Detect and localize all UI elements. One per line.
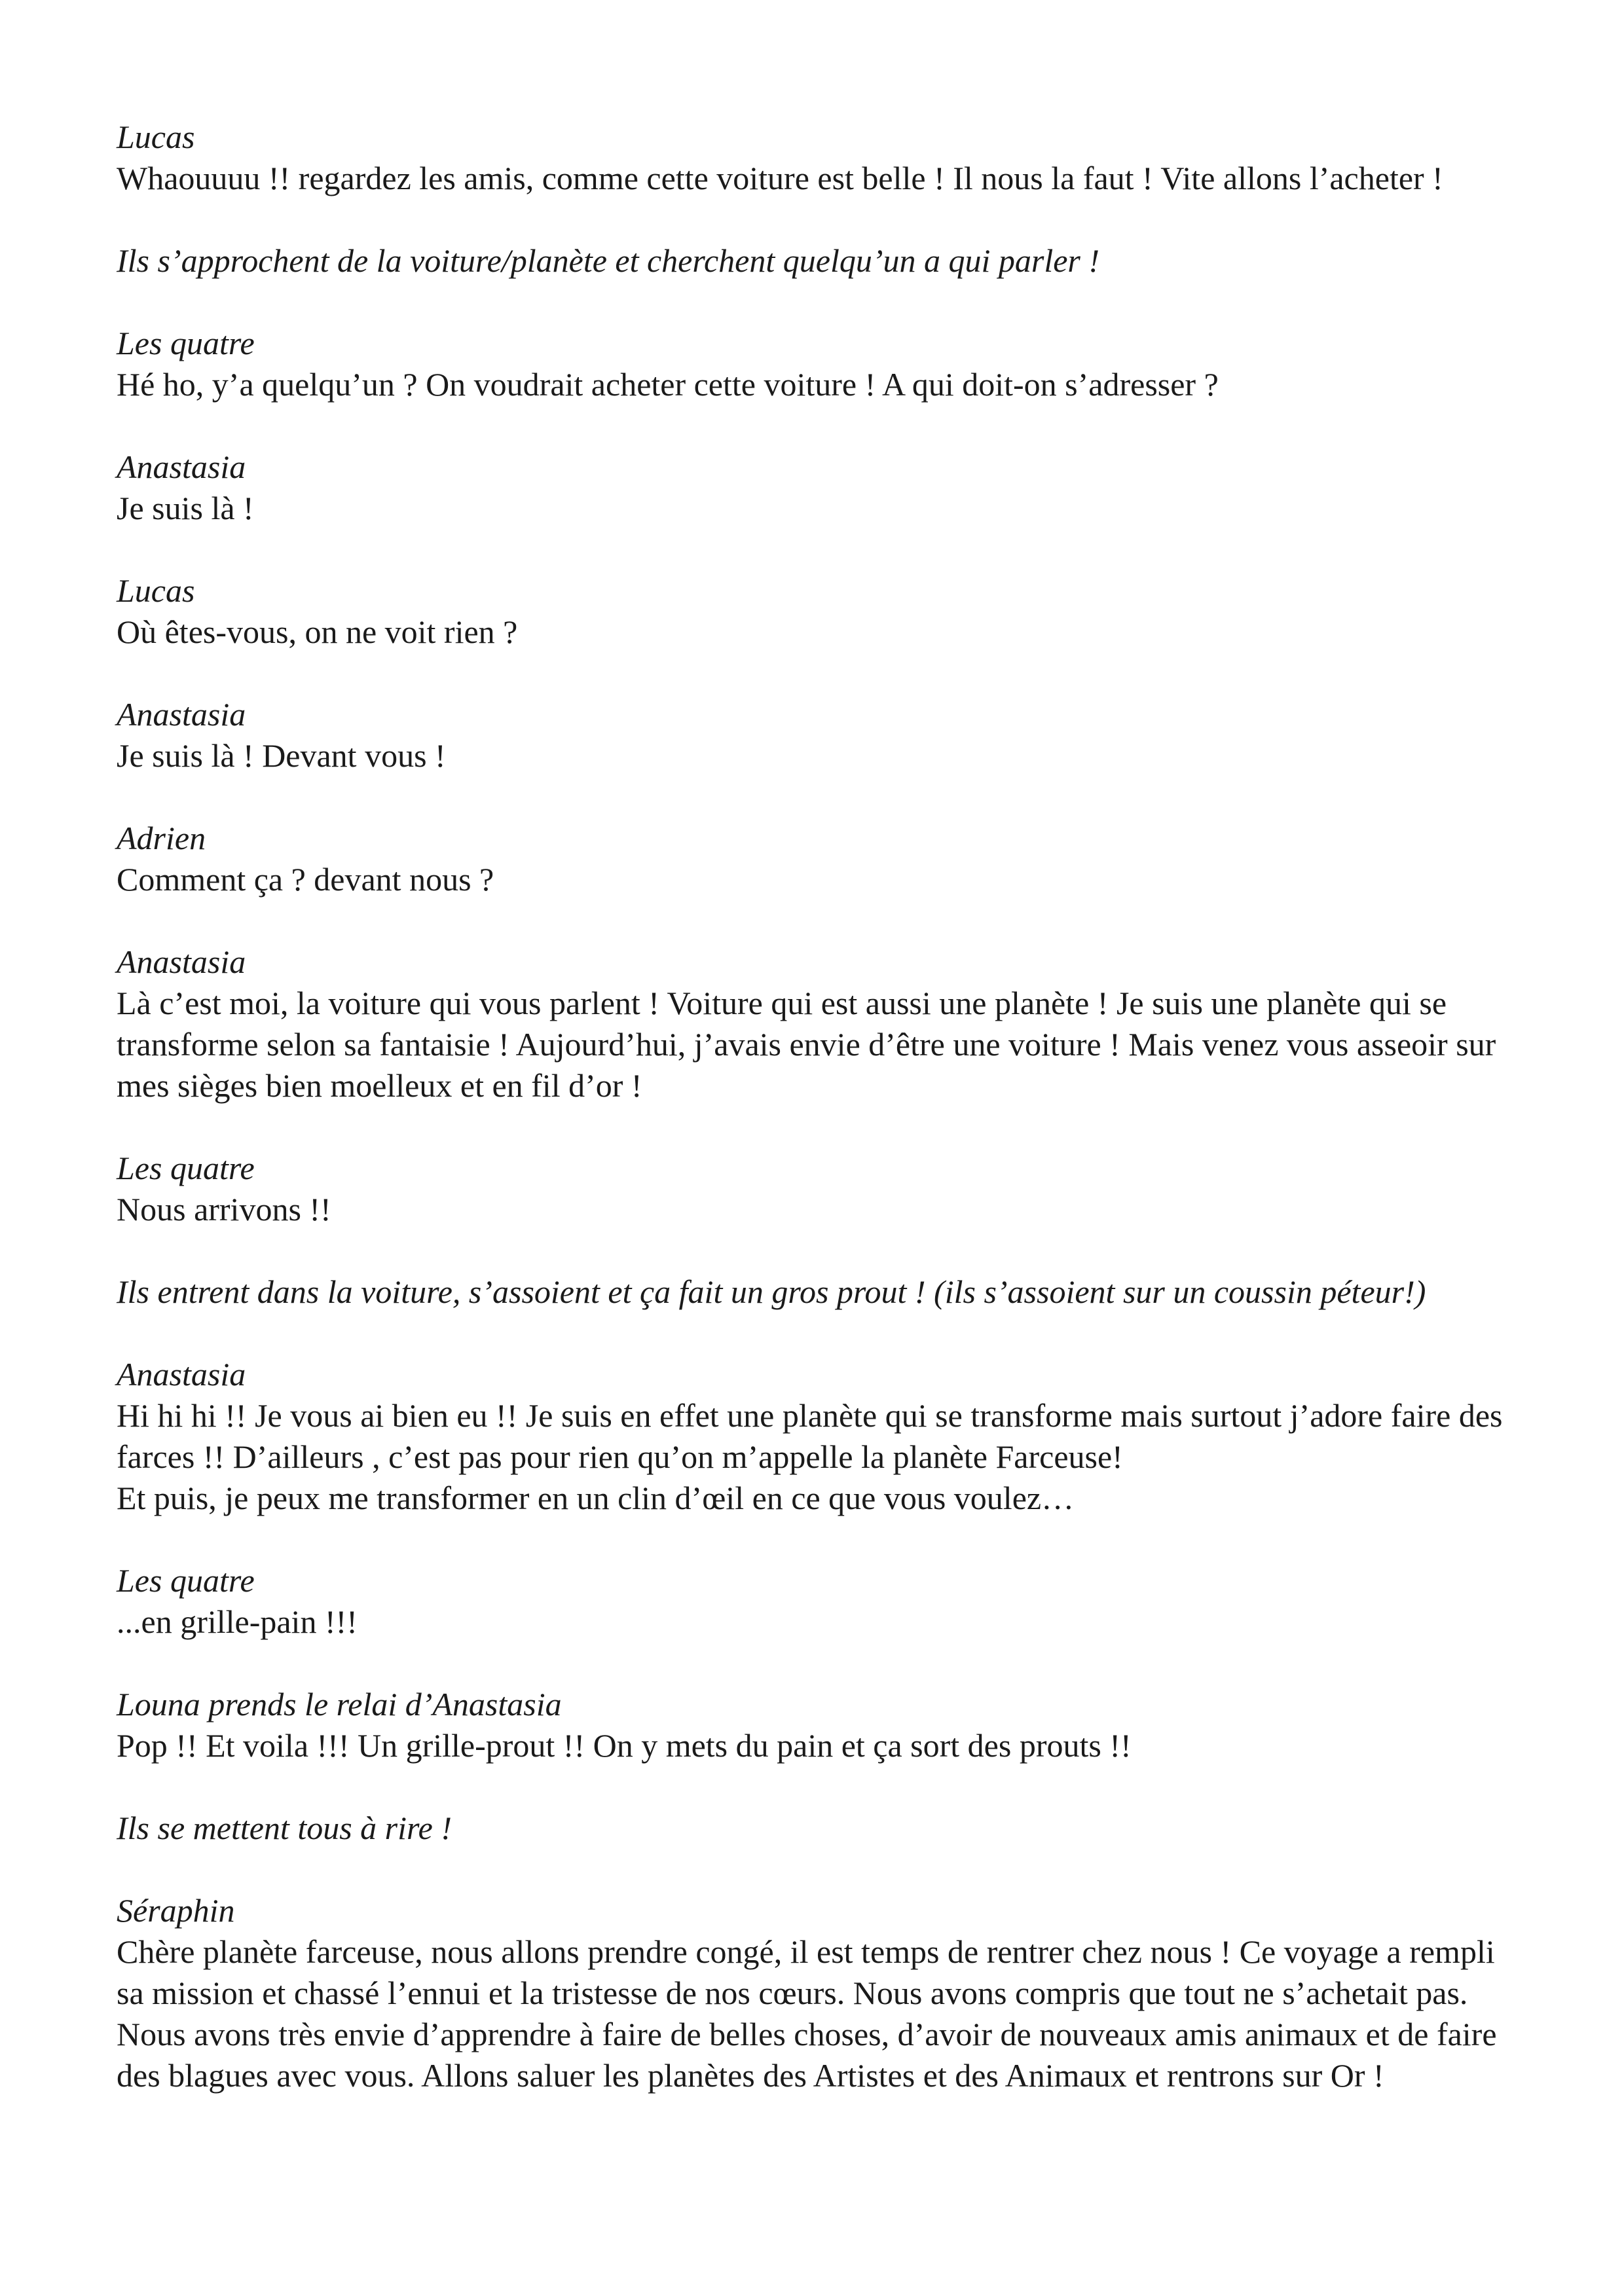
dialogue-block <box>117 1148 1524 1230</box>
dialogue-block <box>117 1890 1524 2096</box>
dialogue-block <box>117 818 1524 900</box>
speaker-name: Adrien <box>117 820 206 856</box>
stage-direction-text: Ils s’approchent de la voiture/planète et cherchent quelqu’un a qui parler ! <box>117 242 1100 279</box>
dialogue-line: ...en grille-pain !!! <box>117 1603 358 1640</box>
speaker-name: Les quatre <box>117 1150 255 1186</box>
speaker-name: Les quatre <box>117 1562 255 1599</box>
speaker-name: Anastasia <box>117 943 246 980</box>
speaker-name: Les quatre <box>117 325 255 361</box>
dialogue-block <box>117 446 1524 529</box>
dialogue-block <box>117 941 1524 1106</box>
dialogue-line: Pop !! Et voila !!! Un grille-prout !! On y mets du pain et ça sort des prouts !! <box>117 1727 1132 1764</box>
speaker-name: Lucas <box>117 572 195 609</box>
stage-direction <box>117 1808 1524 1849</box>
dialogue-block <box>117 1354 1524 1519</box>
dialogue-line: Chère planète farceuse, nous allons prendre congé, il est temps de rentrer chez nous ! Ce voyage a rempli sa mission et chassé l’ennui et la tristesse de nos cœurs. Nous avons compris que tout ne s’achetait pas. Nous avons très envie d’apprendre à faire de belles choses, d’avoir de nouveaux amis animaux et de faire des blagues avec vous. Allons saluer les planètes des Artistes et des Animaux et rentrons sur Or ! <box>117 1933 1497 2094</box>
stage-direction <box>117 240 1524 282</box>
stage-direction-text: Ils entrent dans la voiture, s’assoient et ça fait un gros prout ! (ils s’assoient sur un coussin péteur!) <box>117 1273 1426 1310</box>
speaker-name: Anastasia <box>117 448 246 485</box>
dialogue-line: Hé ho, y’a quelqu’un ? On voudrait acheter cette voiture ! A qui doit-on s’adresser ? <box>117 366 1219 403</box>
dialogue-line: Comment ça ? devant nous ? <box>117 861 494 898</box>
dialogue-line: Whaouuuu !! regardez les amis, comme cette voiture est belle ! Il nous la faut ! Vite allons l’acheter ! <box>117 160 1443 196</box>
dialogue-line: Je suis là ! Devant vous ! <box>117 737 446 774</box>
dialogue-block <box>117 1560 1524 1643</box>
speaker-name: Anastasia <box>117 696 246 733</box>
dialogue-block <box>117 1684 1524 1766</box>
dialogue-block <box>117 117 1524 199</box>
dialogue-line: Je suis là ! <box>117 490 254 526</box>
dialogue-line: Où êtes-vous, on ne voit rien ? <box>117 613 518 650</box>
document-page <box>117 117 1524 2138</box>
dialogue-line: Hi hi hi !! Je vous ai bien eu !! Je suis en effet une planète qui se transforme mais surtout j’adore faire des farces !! D’ailleurs , c’est pas pour rien qu’on m’appelle la planète Farceuse! <box>117 1397 1503 1475</box>
stage-direction-text: Ils se mettent tous à rire ! <box>117 1810 452 1846</box>
speaker-name: Séraphin <box>117 1892 235 1929</box>
dialogue-block <box>117 694 1524 776</box>
dialogue-block <box>117 570 1524 653</box>
speaker-name: Louna prends le relai d’Anastasia <box>117 1686 562 1722</box>
dialogue-line: Nous arrivons !! <box>117 1191 331 1228</box>
speaker-name: Lucas <box>117 118 195 155</box>
stage-direction <box>117 1271 1524 1313</box>
dialogue-line: Là c’est moi, la voiture qui vous parlent ! Voiture qui est aussi une planète ! Je suis une planète qui se transforme selon sa fantaisie ! Aujourd’hui, j’avais envie d’être une voiture ! Mais venez vous asseoir sur mes sièges bien moelleux et en fil d’or ! <box>117 985 1496 1104</box>
dialogue-line: Et puis, je peux me transformer en un clin d’œil en ce que vous voulez… <box>117 1480 1075 1516</box>
dialogue-block <box>117 323 1524 405</box>
speaker-name: Anastasia <box>117 1356 246 1393</box>
